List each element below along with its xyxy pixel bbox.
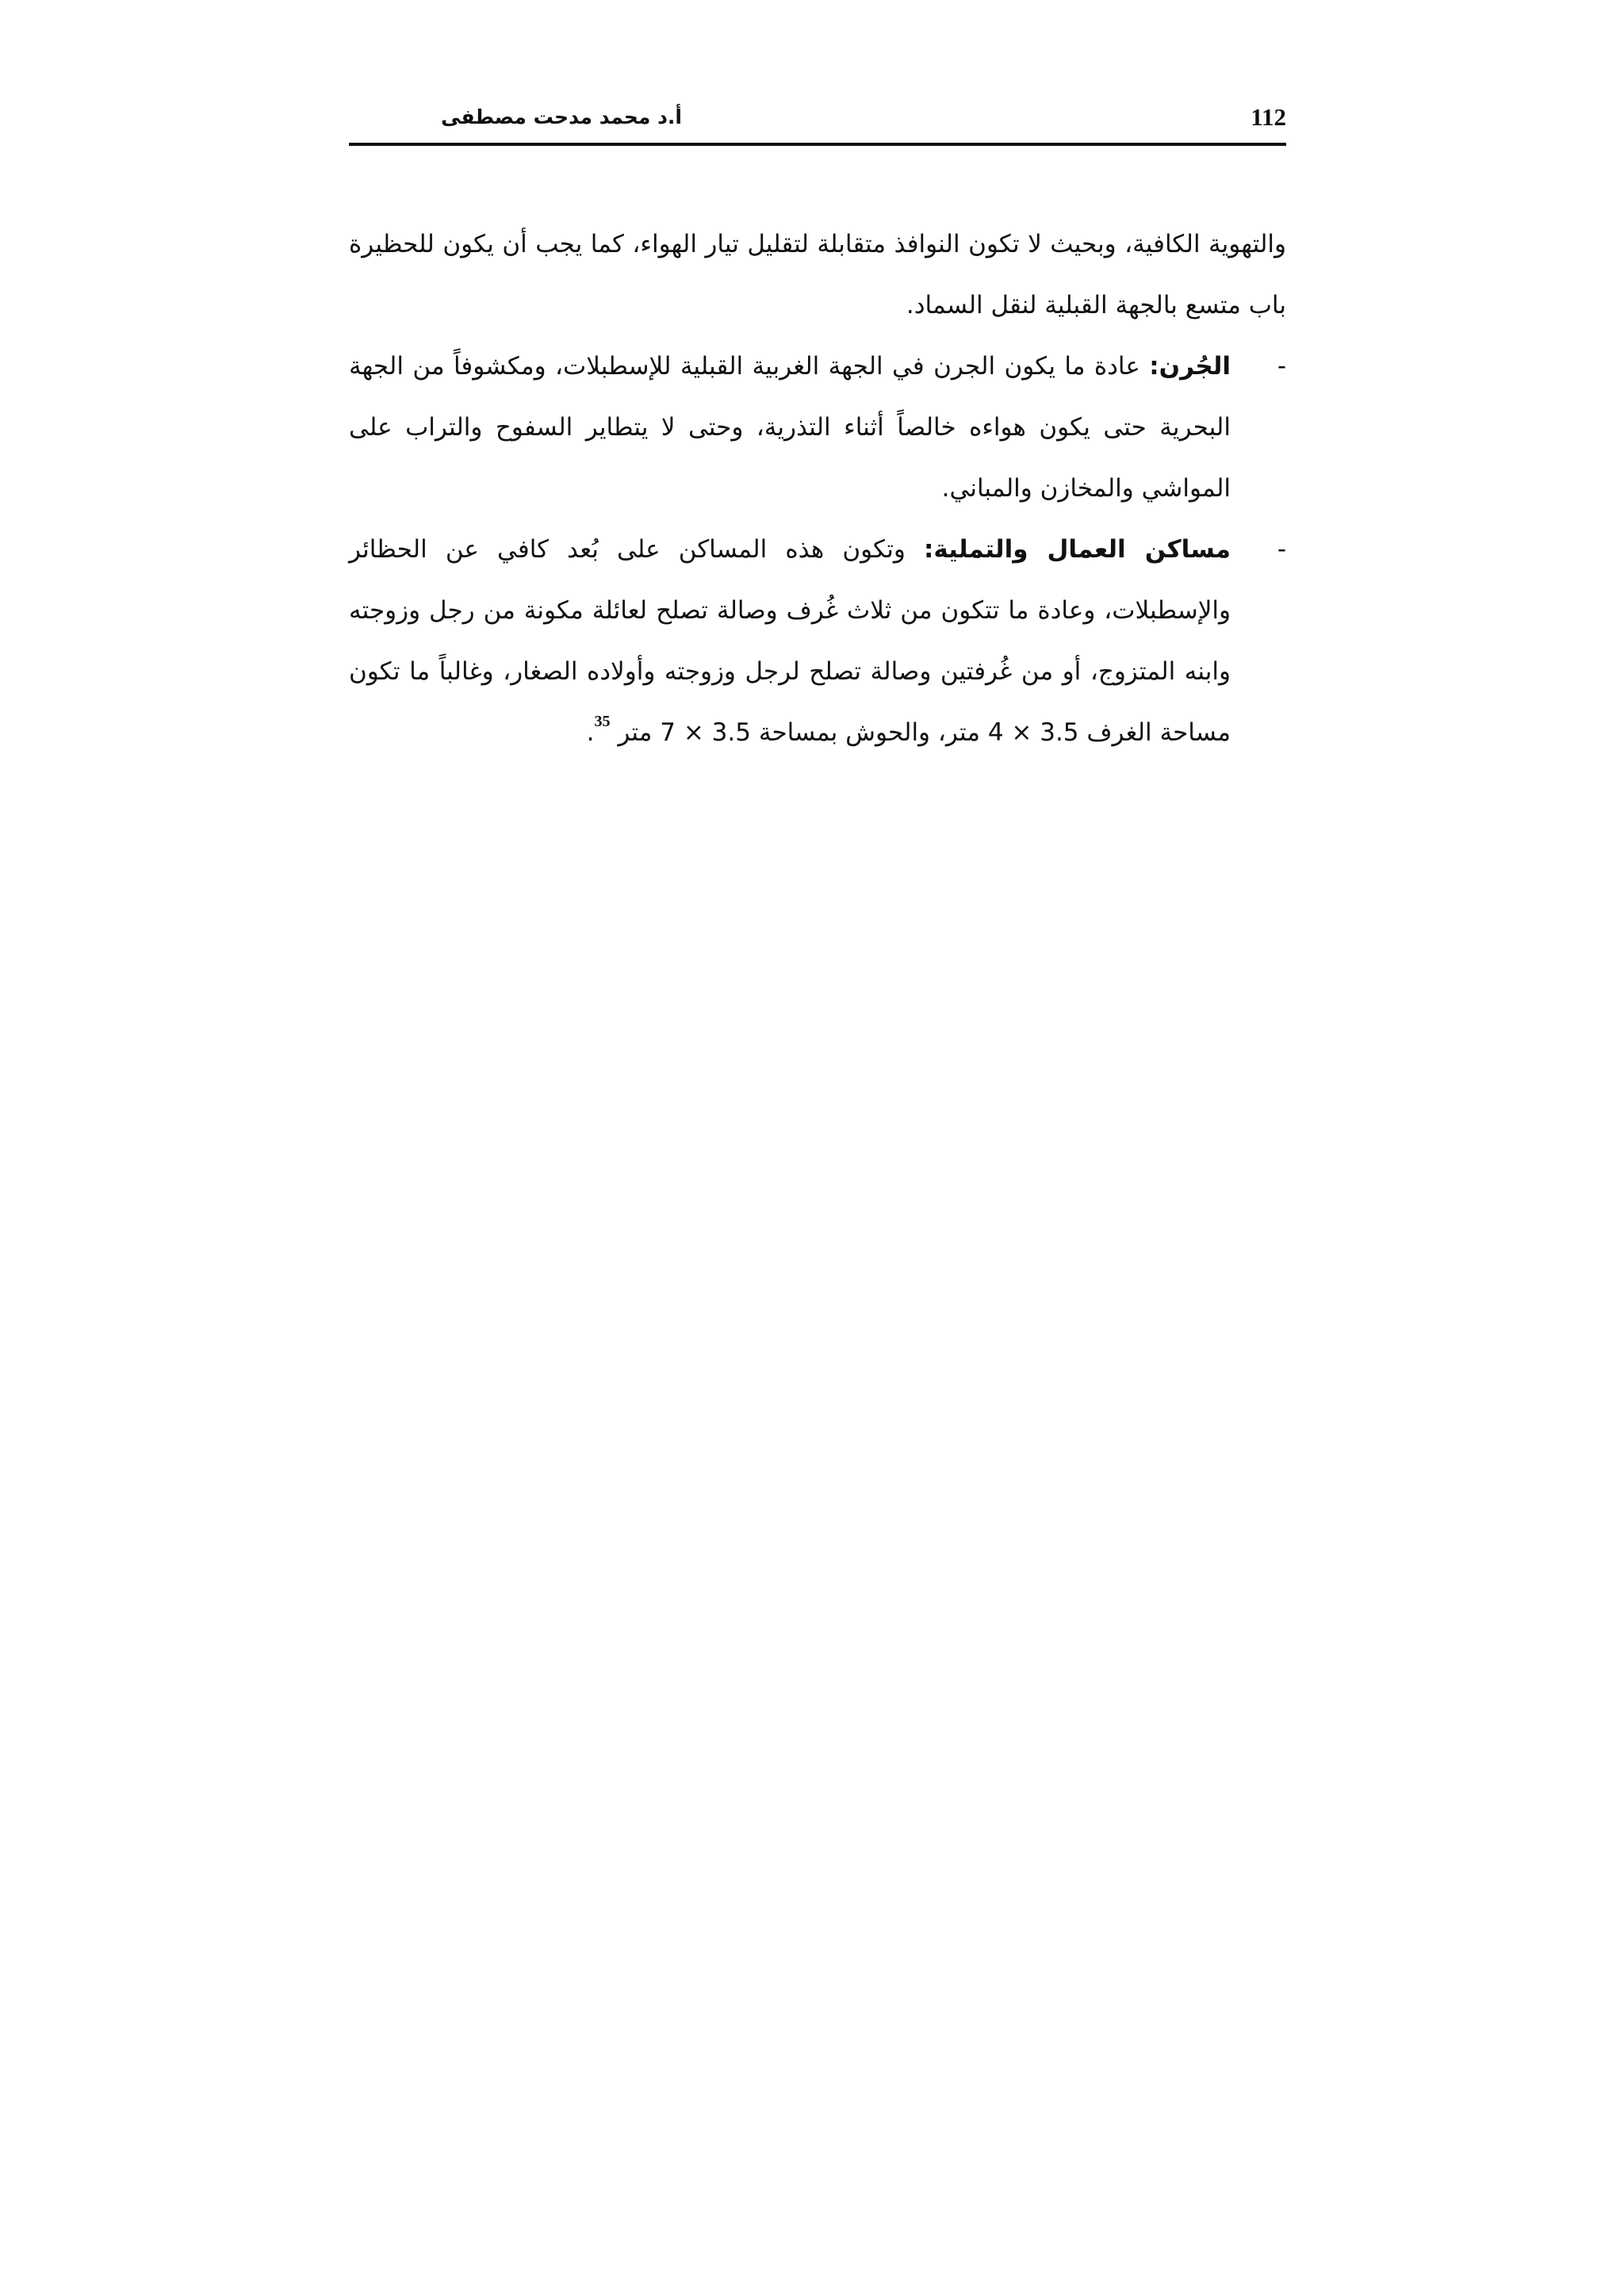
list-item-workers-housing <box>349 519 1286 763</box>
list-item-jurn <box>349 336 1286 519</box>
header-rule <box>349 143 1286 146</box>
intro-paragraph: والتهوية الكافية، وبحيث لا تكون النوافذ متقابلة لتقليل تيار الهواء، كما يجب أن يكون للحظيرة باب متسع بالجهة القبلية لنقل السماد. <box>349 230 1286 320</box>
bullet-dash: - <box>1277 535 1286 564</box>
item-text-workers-housing: وتكون هذه المساكن على بُعد كافي عن الحظائر والإسطبلات، وعادة ما تتكون من ثلاث غُرف وصالة تصلح لعائلة مكونة من رجل وزوجته وابنه المتزوج، أو من غُرفتين وصالة تصلح لرجل وزوجته وأولاده الصغار، وغالباً ما تكون مساحة الغرف 3.5 × 4 متر، والحوش بمساحة 3.5 × 7 متر <box>349 535 1231 747</box>
item-text-jurn: عادة ما يكون الجرن في الجهة الغربية القبلية للإسطبلات، ومكشوفاً من الجهة البحرية حتى يكون هواءه خالصاً أثناء التذرية، وحتى لا يتطاير السفوح والتراب على المواشي والمخازن والمباني. <box>349 352 1231 503</box>
term-jurn: الجُرن: <box>1149 352 1231 381</box>
page-number: 112 <box>1251 103 1286 131</box>
bullet-dash: - <box>1277 352 1286 381</box>
page-header <box>349 101 1286 149</box>
body-text <box>349 214 1286 763</box>
sentence-end: . <box>586 718 595 747</box>
author-running-head: أ.د محمد مدحت مصطفى <box>441 105 682 128</box>
footnote-marker[interactable]: 35 <box>594 713 611 730</box>
term-workers-housing: مساكن العمال والتملية: <box>923 535 1231 564</box>
